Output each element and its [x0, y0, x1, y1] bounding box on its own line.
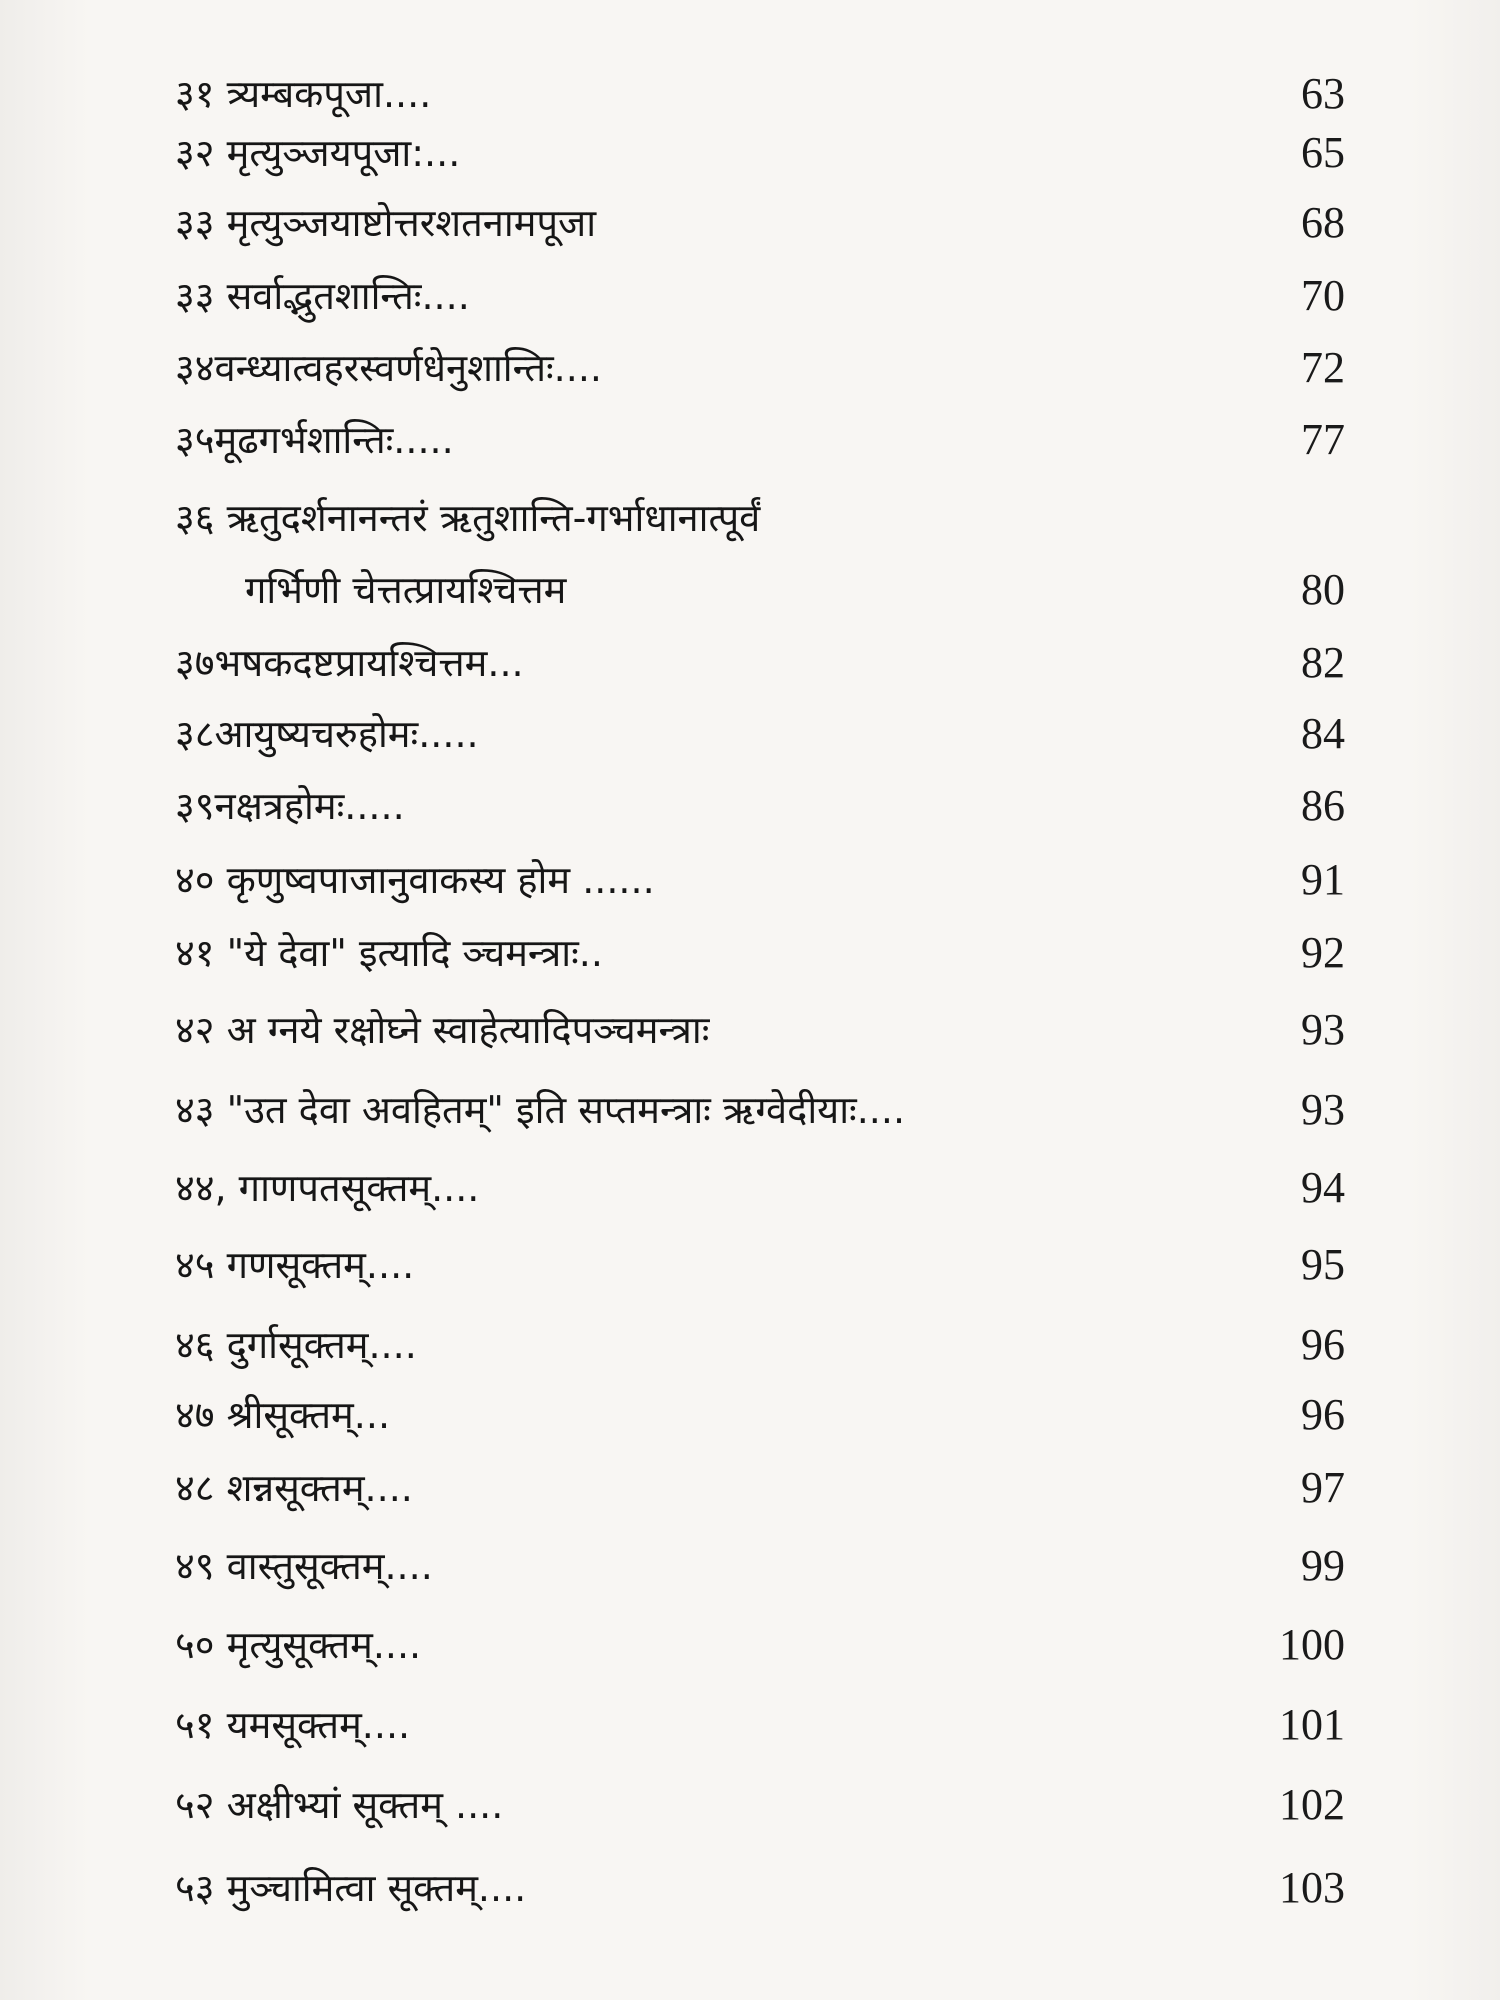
toc-entry-page: 70: [1301, 271, 1345, 320]
toc-entry: [0, 1315, 1500, 1375]
toc-entry-page: 63: [1301, 69, 1345, 118]
toc-entry-page: 77: [1301, 415, 1345, 464]
toc-entry: [0, 1536, 1500, 1596]
toc-entry: [0, 1615, 1500, 1675]
toc-entry: [0, 1000, 1500, 1060]
toc-entry: [0, 776, 1500, 836]
toc-entry-page: 65: [1301, 128, 1345, 177]
toc-entry-page: 94: [1301, 1163, 1345, 1212]
toc-entry-page: 96: [1301, 1320, 1345, 1369]
toc-entry-page: 86: [1301, 781, 1345, 830]
toc-entry-page: 84: [1301, 709, 1345, 758]
toc-entry: [0, 1158, 1500, 1218]
toc-entry-page: 97: [1301, 1463, 1345, 1512]
toc-entry-title: ३५मूढगर्भशान्तिः.....: [175, 418, 454, 462]
toc-entry-title: गर्भिणी चेत्तत्प्रायश्चित्तम: [245, 568, 567, 612]
toc-entry-page: 103: [1279, 1863, 1345, 1912]
toc-entry-page: 91: [1301, 855, 1345, 904]
toc-entry: [0, 1235, 1500, 1295]
toc-entry-page: 92: [1301, 928, 1345, 977]
toc-entry-title: ४६ दुर्गासूक्तम्....: [175, 1323, 417, 1367]
toc-entry: [0, 560, 1500, 620]
toc-entry: [0, 1695, 1500, 1755]
toc-entry-page: 80: [1301, 565, 1345, 614]
toc-entry: [0, 410, 1500, 470]
toc-entry-title: ४८ शन्नसूक्तम्....: [175, 1466, 413, 1510]
toc-entry: [0, 193, 1500, 253]
toc-entry-page: 72: [1301, 343, 1345, 392]
toc-entry: [0, 1385, 1500, 1445]
toc-entry: [0, 1458, 1500, 1518]
toc-entry-title: ३७भषकदष्टप्रायश्चित्तम...: [175, 641, 524, 685]
toc-entry-page: 82: [1301, 638, 1345, 687]
toc-entry-title: ३१ त्र्यम्बकपूजा....: [175, 72, 432, 116]
toc-entry-title: ४३ "उत देवा अवहितम्" इति सप्तमन्त्राः ऋग्वेदीयाः....: [175, 1088, 906, 1132]
toc-entry-title: ४० कृणुष्वपाजानुवाकस्य होम ......: [175, 858, 655, 902]
toc-entry-title: ३४वन्ध्यात्वहरस्वर्णधेनुशान्तिः....: [175, 346, 602, 390]
toc-entry: [0, 1775, 1500, 1835]
toc-entry-title: ५३ मुञ्चामित्वा सूक्तम्....: [175, 1866, 527, 1910]
toc-entry-title: ५२ अक्षीभ्यां सूक्तम् ....: [175, 1783, 504, 1827]
toc-entry: [0, 704, 1500, 764]
toc-entry-title: ५० मृत्युसूक्तम्....: [175, 1623, 422, 1667]
toc-entry-page: 102: [1279, 1780, 1345, 1829]
toc-entry-title: ४१ "ये देवा" इत्यादि ञ्चमन्त्राः..: [175, 931, 603, 975]
toc-entry: [0, 1858, 1500, 1918]
toc-entry: [0, 266, 1500, 326]
toc-entry-title: ४२ अ ग्नये रक्षोघ्ने स्वाहेत्यादिपञ्चमन्त्राः: [175, 1008, 710, 1052]
toc-entry-title: ४४, गाणपतसूक्तम्....: [175, 1166, 480, 1210]
toc-entry-page: 100: [1279, 1620, 1345, 1669]
toc-entry-title: ३८आयुष्यचरुहोमः.....: [175, 712, 479, 756]
toc-entry-page: 101: [1279, 1700, 1345, 1749]
toc-entry-page: 99: [1301, 1541, 1345, 1590]
toc-entry-title: ४९ वास्तुसूक्तम्....: [175, 1544, 433, 1588]
toc-entry-title: ४७ श्रीसूक्तम्...: [175, 1393, 391, 1437]
toc-entry-page: 96: [1301, 1390, 1345, 1439]
toc-entry-title: ५१ यमसूक्तम्....: [175, 1703, 411, 1747]
toc-entry: [0, 923, 1500, 983]
toc-entry: [0, 64, 1500, 124]
toc-entry: [0, 338, 1500, 398]
toc-entry-page: 95: [1301, 1240, 1345, 1289]
toc-entry: [0, 633, 1500, 693]
toc-entry: [0, 488, 1500, 548]
toc-entry-title: ३३ सर्वाद्भुतशान्तिः....: [175, 274, 470, 318]
toc-entry-title: ३३ मृत्युञ्जयाष्टोत्तरशतनामपूजा: [175, 201, 597, 245]
toc-entry: [0, 1080, 1500, 1140]
toc-entry-title: ४५ गणसूक्तम्....: [175, 1243, 415, 1287]
toc-entry: [0, 123, 1500, 183]
toc-entry-title: ३२ मृत्युञ्जयपूजा:...: [175, 131, 461, 175]
toc-entry-page: 93: [1301, 1085, 1345, 1134]
toc-entry: [0, 850, 1500, 910]
toc-entry-page: 68: [1301, 198, 1345, 247]
toc-entry-page: 93: [1301, 1005, 1345, 1054]
toc-entry-title: ३९नक्षत्रहोमः.....: [175, 784, 405, 828]
toc-entry-title: ३६ ऋतुदर्शनानन्तरं ऋतुशान्ति-गर्भाधानात्पूर्वं: [175, 496, 761, 540]
